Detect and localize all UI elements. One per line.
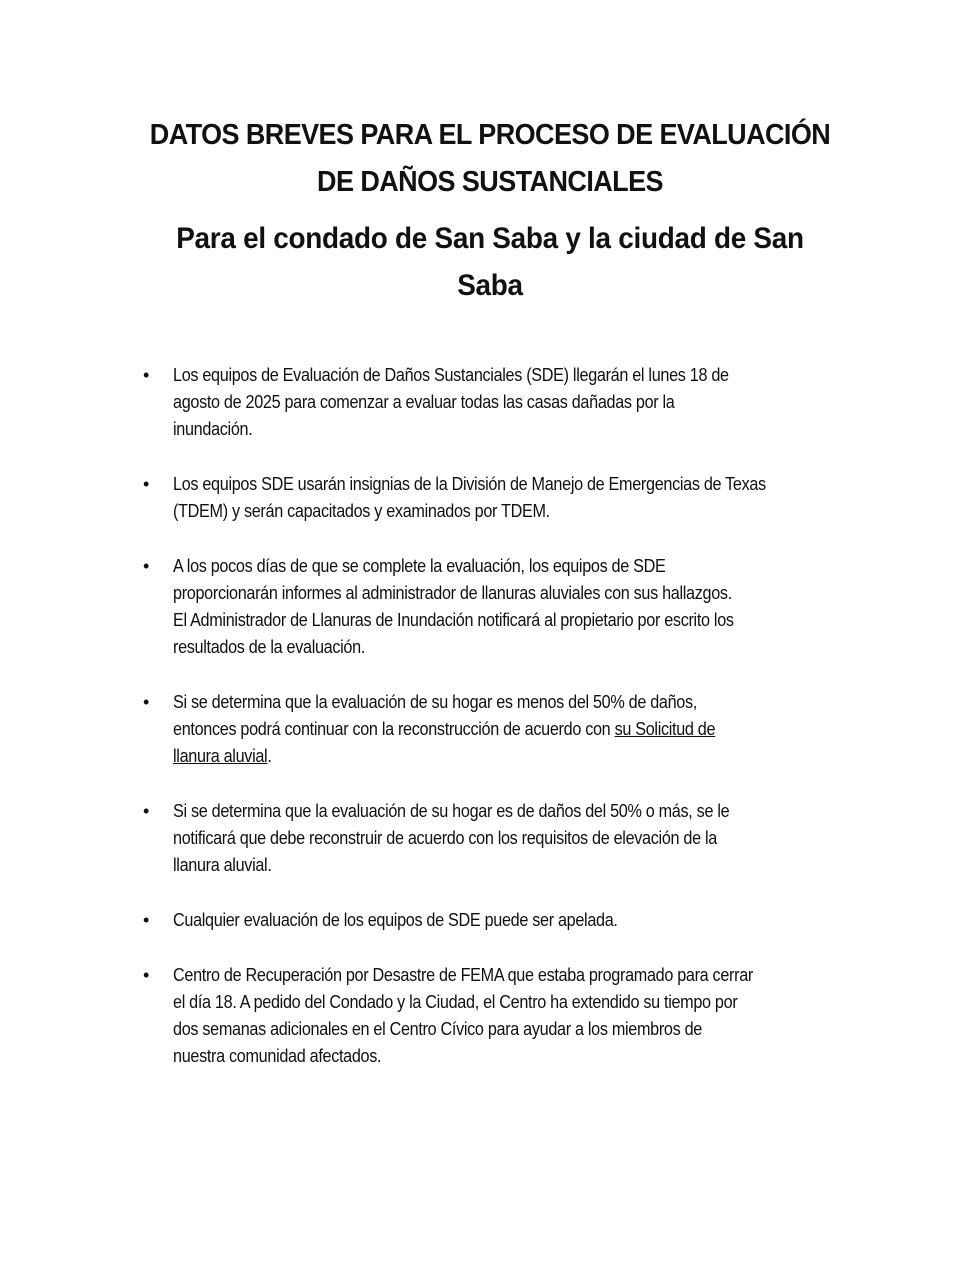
subtitle-line: Saba: [457, 269, 523, 302]
item-text: notificará que debe reconstruir de acuerdo con los requisitos de elevación de la: [173, 828, 717, 848]
list-item: [0, 471, 980, 525]
item-text: dos semanas adicionales en el Centro Cívico para ayudar a los miembros de: [173, 1019, 703, 1039]
item-text: resultados de la evaluación.: [173, 637, 366, 657]
list-item: [0, 962, 980, 1070]
bullet-icon: •: [143, 910, 150, 930]
item-text: Los equipos SDE usarán insignias de la División de Manejo de Emergencias de Texas: [173, 474, 766, 494]
list-item: [0, 907, 980, 934]
item-text: (TDEM) y serán capacitados y examinados por TDEM.: [173, 501, 550, 521]
item-text: Si se determina que la evaluación de su hogar es de daños del 50% o más, se le: [173, 801, 730, 821]
bullet-icon: •: [143, 556, 150, 576]
item-text: llanura aluvial.: [173, 855, 272, 875]
subtitle-line: Para el condado de San Saba y la ciudad de San: [176, 222, 804, 255]
item-text: el día 18. A pedido del Condado y la Ciudad, el Centro ha extendido su tiempo por: [173, 992, 738, 1012]
item-text: Centro de Recuperación por Desastre de FEMA que estaba programado para cerrar: [173, 965, 753, 985]
list-item: [0, 553, 980, 661]
item-text-part: entonces podrá continuar con la reconstrucción de acuerdo con: [173, 719, 615, 739]
floodplain-application-link[interactable]: llanura aluvial: [173, 746, 268, 766]
item-text-part: .: [267, 746, 272, 766]
bullet-icon: •: [143, 801, 150, 821]
bullet-icon: •: [143, 965, 150, 985]
item-text: [173, 716, 899, 743]
list-item: [0, 689, 980, 770]
list-item: [0, 362, 980, 443]
item-text: inundación.: [173, 419, 253, 439]
title-line: DE DAÑOS SUSTANCIALES: [317, 166, 663, 198]
list-item: [0, 798, 980, 879]
item-text: Los equipos de Evaluación de Daños Sustanciales (SDE) llegarán el lunes 18 de: [173, 365, 729, 385]
item-text: Cualquier evaluación de los equipos de SDE puede ser apelada.: [173, 910, 618, 930]
item-text: nuestra comunidad afectados.: [173, 1046, 382, 1066]
item-text: [173, 743, 899, 770]
item-text: proporcionarán informes al administrador de llanuras aluviales con sus hallazgos.: [173, 583, 732, 603]
item-text: A los pocos días de que se complete la evaluación, los equipos de SDE: [173, 556, 666, 576]
document-title: [34, 112, 945, 206]
item-text: Si se determina que la evaluación de su hogar es menos del 50% de daños,: [173, 692, 697, 712]
bullet-icon: •: [143, 474, 150, 494]
document-subtitle: [34, 215, 945, 309]
title-line: DATOS BREVES PARA EL PROCESO DE EVALUACIÓN: [149, 119, 831, 151]
bullet-icon: •: [143, 692, 150, 712]
bullet-icon: •: [143, 365, 150, 385]
item-text: El Administrador de Llanuras de Inundación notificará al propietario por escrito los: [173, 610, 734, 630]
bullet-list: [0, 362, 980, 1098]
item-text: agosto de 2025 para comenzar a evaluar todas las casas dañadas por la: [173, 392, 675, 412]
floodplain-application-link[interactable]: su Solicitud de: [614, 719, 716, 739]
